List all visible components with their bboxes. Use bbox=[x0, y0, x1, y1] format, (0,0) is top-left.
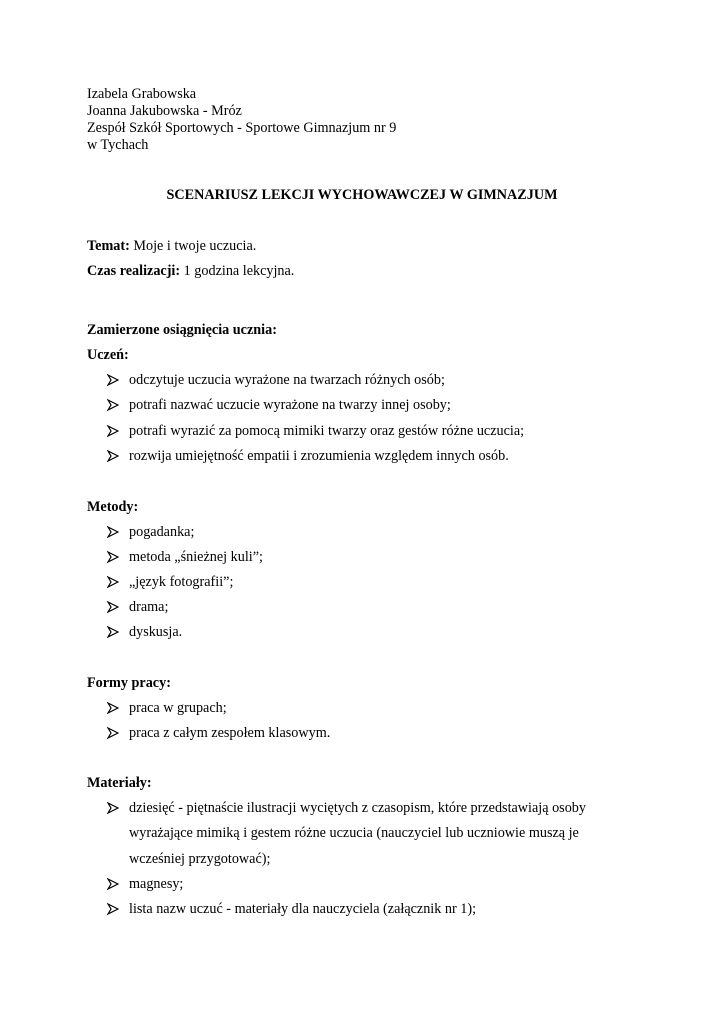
arrow-bullet-icon bbox=[107, 601, 127, 621]
forms-heading: Formy pracy: bbox=[87, 675, 171, 691]
list-item: praca z całym zespołem klasowym. bbox=[129, 725, 331, 741]
arrow-bullet-icon bbox=[107, 526, 127, 546]
list-item: potrafi wyrazić za pomocą mimiki twarzy oraz gestów różne uczucia; bbox=[129, 423, 525, 439]
author-header bbox=[87, 86, 396, 154]
arrow-bullet-icon bbox=[107, 450, 127, 470]
arrow-bullet-icon bbox=[107, 727, 127, 747]
list-item: potrafi nazwać uczucie wyrażone na twarzy innej osoby; bbox=[129, 397, 451, 413]
arrow-bullet-icon bbox=[107, 576, 127, 596]
duration-label: Czas realizacji: bbox=[87, 263, 181, 279]
topic-label: Temat: bbox=[87, 238, 130, 254]
topic-value: Moje i twoje uczucia. bbox=[129, 238, 257, 254]
school-name: Zespół Szkół Sportowych - Sportowe Gimnazjum nr 9 bbox=[87, 120, 397, 136]
list-item: rozwija umiejętność empatii i zrozumienia względem innych osób. bbox=[129, 448, 509, 464]
list-item: magnesy; bbox=[129, 876, 184, 892]
author-name: Joanna Jakubowska - Mróz bbox=[87, 103, 242, 119]
list-item: odczytuje uczucia wyrażone na twarzach różnych osób; bbox=[129, 372, 445, 388]
goals-heading: Zamierzone osiągnięcia ucznia: bbox=[87, 322, 277, 338]
duration-value: 1 godzina lekcyjna. bbox=[180, 263, 295, 279]
duration-line bbox=[87, 263, 294, 280]
arrow-bullet-icon bbox=[107, 802, 127, 822]
arrow-bullet-icon bbox=[107, 878, 127, 898]
arrow-bullet-icon bbox=[107, 626, 127, 646]
arrow-bullet-icon bbox=[107, 551, 127, 571]
school-city: w Tychach bbox=[87, 137, 149, 153]
list-item-line: wcześniej przygotować); bbox=[129, 851, 271, 867]
methods-heading: Metody: bbox=[87, 499, 139, 515]
author-name: Izabela Grabowska bbox=[87, 86, 197, 102]
arrow-bullet-icon bbox=[107, 425, 127, 445]
list-item-line: dziesięć - piętnaście ilustracji wyciętych z czasopism, które przedstawiają osoby bbox=[129, 800, 586, 816]
arrow-bullet-icon bbox=[107, 399, 127, 419]
materials-heading: Materiały: bbox=[87, 775, 152, 791]
list-item: pogadanka; bbox=[129, 524, 195, 540]
goals-subheading: Uczeń: bbox=[87, 347, 129, 363]
arrow-bullet-icon bbox=[107, 702, 127, 722]
list-item: praca w grupach; bbox=[129, 700, 227, 716]
list-item: „język fotografii”; bbox=[129, 574, 234, 590]
list-item: dyskusja. bbox=[129, 624, 183, 640]
document-title: SCENARIUSZ LEKCJI WYCHOWAWCZEJ W GIMNAZJUM bbox=[166, 187, 558, 203]
list-item: metoda „śnieżnej kuli”; bbox=[129, 549, 263, 565]
list-item: drama; bbox=[129, 599, 169, 615]
list-item: lista nazw uczuć - materiały dla nauczyciela (załącznik nr 1); bbox=[129, 901, 477, 917]
arrow-bullet-icon bbox=[107, 903, 127, 923]
arrow-bullet-icon bbox=[107, 374, 127, 394]
list-item-line: wyrażające mimiką i gestem różne uczucia (nauczyciel lub uczniowie muszą je bbox=[129, 825, 579, 841]
topic-line bbox=[87, 238, 256, 255]
